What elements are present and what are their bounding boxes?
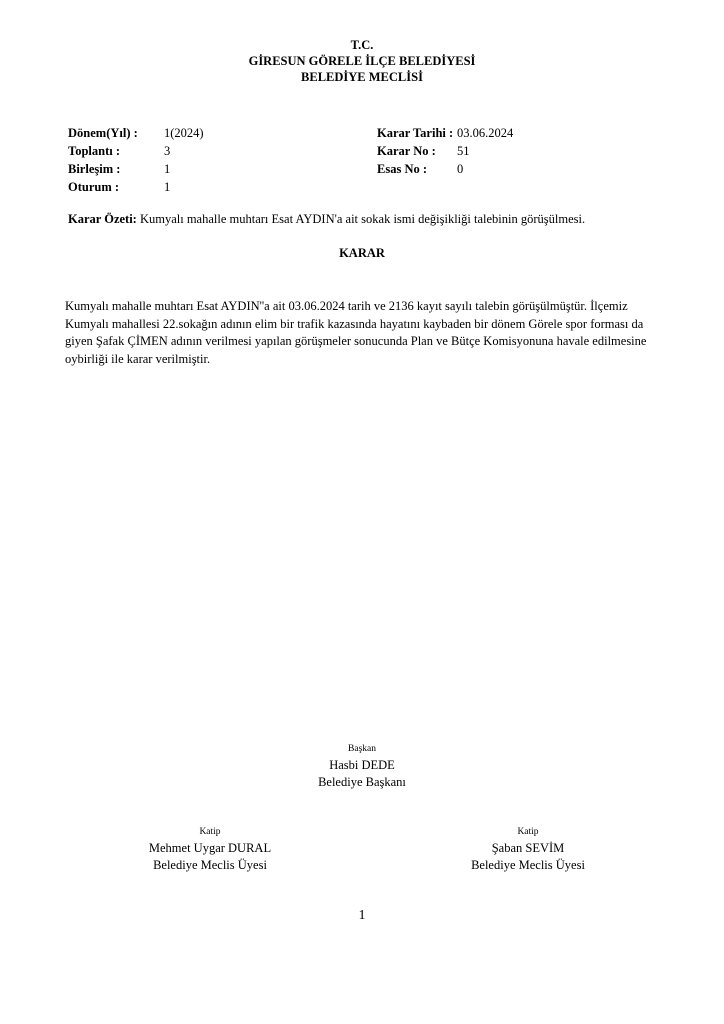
header-municipality: GİRESUN GÖRELE İLÇE BELEDİYESİ [248,54,476,68]
meta-value: 3 [164,144,171,158]
signature-clerk-right [428,825,628,874]
decision-body: Kumyalı mahalle muhtarı Esat AYDIN''a ait 03.06.2024 tarih ve 2136 kayıt sayılı talebin görüşülmüştür. İlçemiz Kumyalı mahallesi 22.sokağın adının elim bir trafik kazasında hayatını kaybaden bir dönem Görele spor forması da giyen Şafak ÇİMEN adının verilmesi yapılan görüşmeler sonucunda Plan ve Bütçe Komisyonuna havale edilmesine oybirliği ile karar verilmiştir. [65,299,647,366]
meta-row-decision-no [377,142,513,160]
meta-row-term [68,124,204,142]
meta-label: Oturum : [68,180,120,194]
meta-label: Karar Tarihi : [377,126,454,140]
meta-label: Birleşim : [68,162,121,176]
meta-value: 03.06.2024 [457,126,514,140]
signature-name: Şaban SEVİM [491,841,565,855]
meta-label: Dönem(Yıl) : [68,126,138,140]
meta-row-basis-no [377,160,513,178]
meta-row-meeting [68,142,204,160]
header-council: BELEDİYE MECLİSİ [301,70,423,84]
meta-row-sitting [68,178,204,196]
meta-value: 1(2024) [164,126,204,140]
signature-name: Mehmet Uygar DURAL [148,841,272,855]
summary-label: Karar Özeti: [68,212,137,226]
meta-row-session [68,160,204,178]
signature-title: Belediye Başkanı [318,775,406,789]
meta-value: 0 [457,162,464,176]
decision-title: KARAR [339,246,385,260]
signature-title: Belediye Meclis Üyesi [153,858,267,872]
decision-summary [68,211,668,228]
signature-name: Hasbi DEDE [329,758,395,772]
meta-label: Esas No : [377,162,428,176]
signature-president [262,742,462,791]
signature-role: Katip [199,827,221,837]
signature-role: Katip [517,827,539,837]
meta-left-block [68,124,204,196]
meta-label: Karar No : [377,144,436,158]
summary-text: Kumyalı mahalle muhtarı Esat AYDIN'a ait sokak ismi değişikliği talebinin görüşülmesi. [139,212,586,226]
signature-role: Başkan [348,744,376,754]
signature-clerk-left [110,825,310,874]
header-country: T.C. [350,38,374,52]
signature-title: Belediye Meclis Üyesi [471,858,585,872]
document-header [0,37,724,85]
meta-row-decision-date [377,124,513,142]
meta-value: 51 [457,144,470,158]
meta-label: Toplantı : [68,144,120,158]
meta-value: 1 [164,162,171,176]
page-number: 1 [358,908,366,923]
meta-right-block [377,124,513,178]
meta-value: 1 [164,180,171,194]
